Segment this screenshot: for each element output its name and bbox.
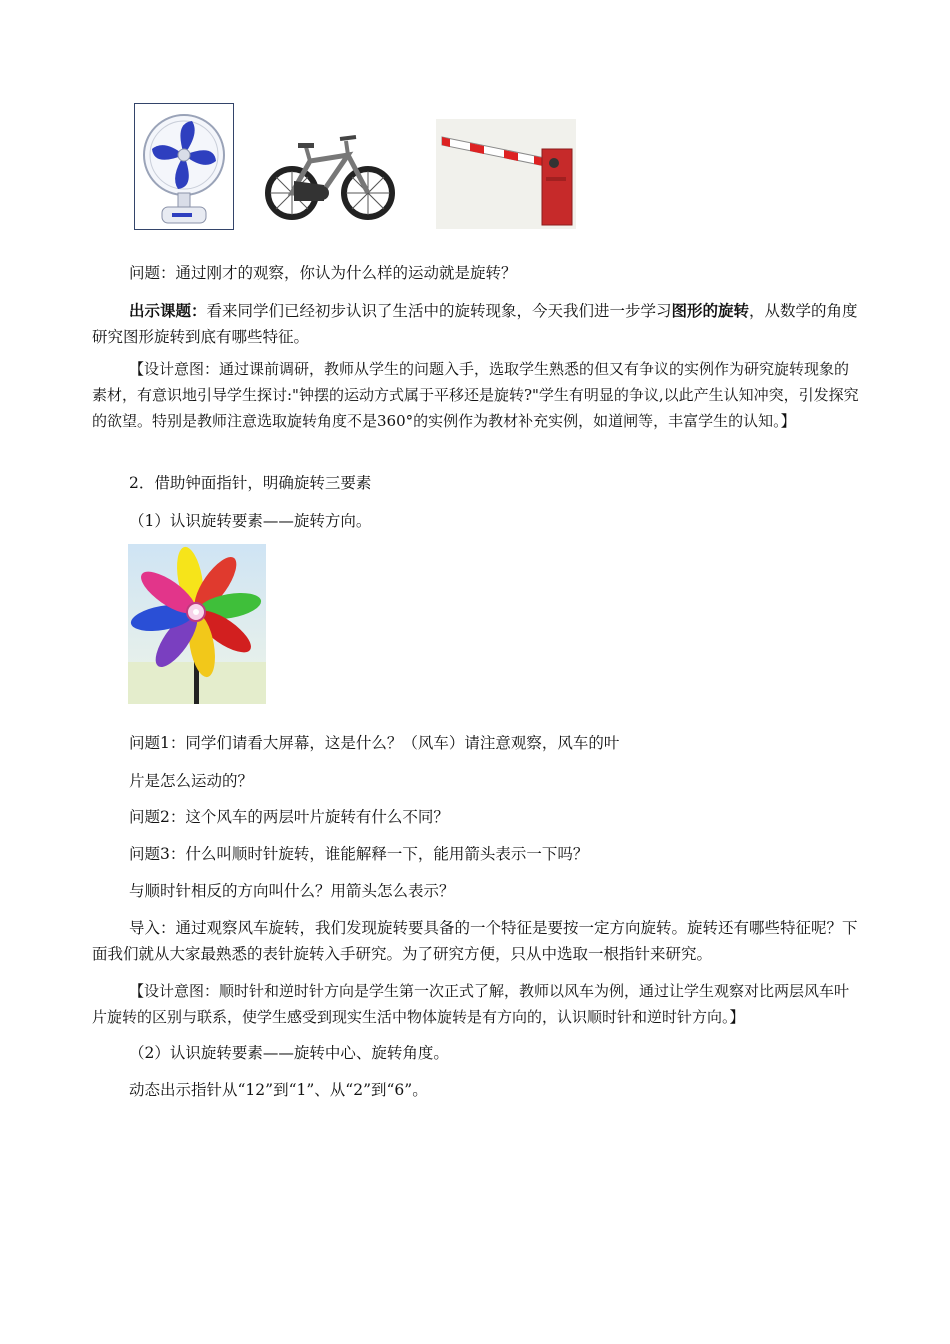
topic-text-2: ，从数学的角度研究图形旋转到底有哪些特征。 <box>92 302 858 346</box>
section-2-heading: 2．借助钟面指针，明确旋转三要素 <box>129 474 372 492</box>
question-3: 问题3：什么叫顺时针旋转，谁能解释一下，能用箭头表示一下吗？ <box>129 845 589 863</box>
question-0: 问题：通过刚才的观察，你认为什么样的运动就是旋转？ <box>129 264 517 282</box>
subsection-2: （2）认识旋转要素——旋转中心、旋转角度。 <box>129 1044 449 1062</box>
topic-label: 出示课题： <box>129 301 207 320</box>
last-paragraph: 动态出示指针从“12”到“1”、从“2”到“6”。 <box>129 1081 428 1099</box>
topic-text-1: 看来同学们已经初步认识了生活中的旋转现象，今天我们进一步学习 <box>206 302 672 320</box>
topic-bold: 图形的旋转 <box>671 301 750 320</box>
subsection-1: （1）认识旋转要素——旋转方向。 <box>129 512 372 530</box>
question-1b: 片是怎么运动的？ <box>129 772 254 790</box>
question-2: 问题2：这个风车的两层叶片旋转有什么不同？ <box>129 808 449 826</box>
electric-fan-icon <box>134 103 234 230</box>
design-intent-1: 【设计意图：通过课前调研，教师从学生的问题入手，选取学生熟悉的但又有争议的实例作为研究旋转现象的素材，有意识地引导学生探讨:"钟摆的运动方式属于平移还是旋转?"学生有明显的争议,以此产生认知冲突，引发探究的欲望。特别是教师注意选取旋转角度不是360°的实例作为教材补充实例，如道闸等，丰富学生的认知。】 <box>92 360 859 430</box>
topic-paragraph <box>92 298 860 350</box>
question-1a: 问题1：同学们请看大屏幕，这是什么？（风车）请注意观察，风车的叶 <box>129 734 620 752</box>
design-intent-2: 【设计意图：顺时针和逆时针方向是学生第一次正式了解，教师以风车为例，通过让学生观察对比两层风车叶片旋转的区别与联系，使学生感受到现实生活中物体旋转是有方向的，认识顺时针和逆时针方向。】 <box>92 982 850 1026</box>
intro-paragraph: 导入：通过观察风车旋转，我们发现旋转要具备的一个特征是要按一定方向旋转。旋转还有哪些特征呢？下面我们就从大家最熟悉的表针旋转入手研究。为了研究方便，只从中选取一根指针来研究。 <box>92 919 858 963</box>
bicycle-icon <box>264 131 398 223</box>
question-4: 与顺时针相反的方向叫什么？用箭头怎么表示？ <box>129 882 455 900</box>
pinwheel-icon <box>128 544 266 704</box>
barrier-gate-icon <box>436 119 576 229</box>
